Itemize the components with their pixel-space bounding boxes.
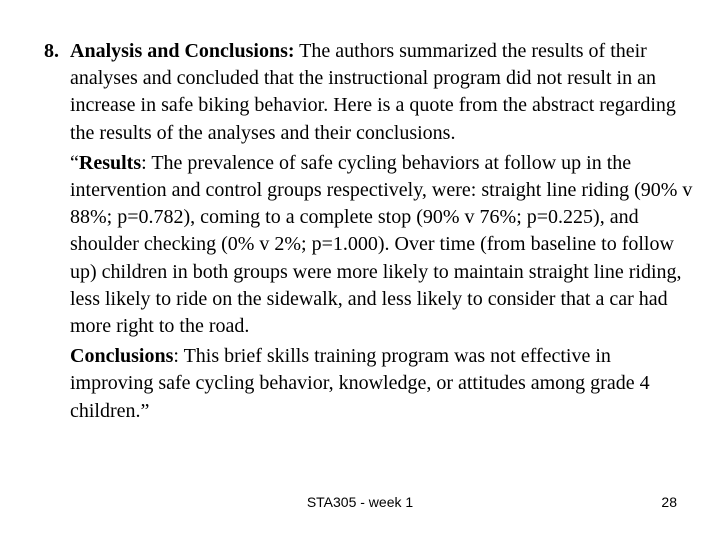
conclusions-paragraph [70,343,694,425]
footer-page-number: 28 [661,494,677,510]
quote-open-mark: “ [70,151,79,174]
results-paragraph [70,150,694,340]
numbered-item [44,38,694,425]
footer-course-label: STA305 - week 1 [306,494,414,510]
intro-text: The authors summarized the results of their analyses and concluded that the instructional program did not result in an increase in safe biking behavior. Here is a quote from the abstract regarding the results of the analyses and their conclusions. [70,40,676,144]
intro-paragraph [70,38,694,147]
item-body [70,38,694,425]
results-text: : The prevalence of safe cycling behaviors at follow up in the intervention and control groups respectively, were: straight line riding (90% v 88%; p=0.782), coming to a complete stop (90% v 76%; p=0.225), and shoulder checking (0% v 2%; p=1.000). Over time (from baseline to follow up) children in both groups were more likely to maintain straight line riding, less likely to ride on the sidewalk, and less likely to consider that a car had more right to the road. [70,151,693,338]
conclusions-text: : This brief skills training program was not effective in improving safe cycling behavior, knowledge, or attitudes among grade 4 children.” [70,345,650,422]
results-label: Results [78,151,142,174]
item-number: 8. [44,40,59,62]
item-heading: Analysis and Conclusions: [70,40,295,62]
conclusions-label: Conclusions [70,345,174,368]
